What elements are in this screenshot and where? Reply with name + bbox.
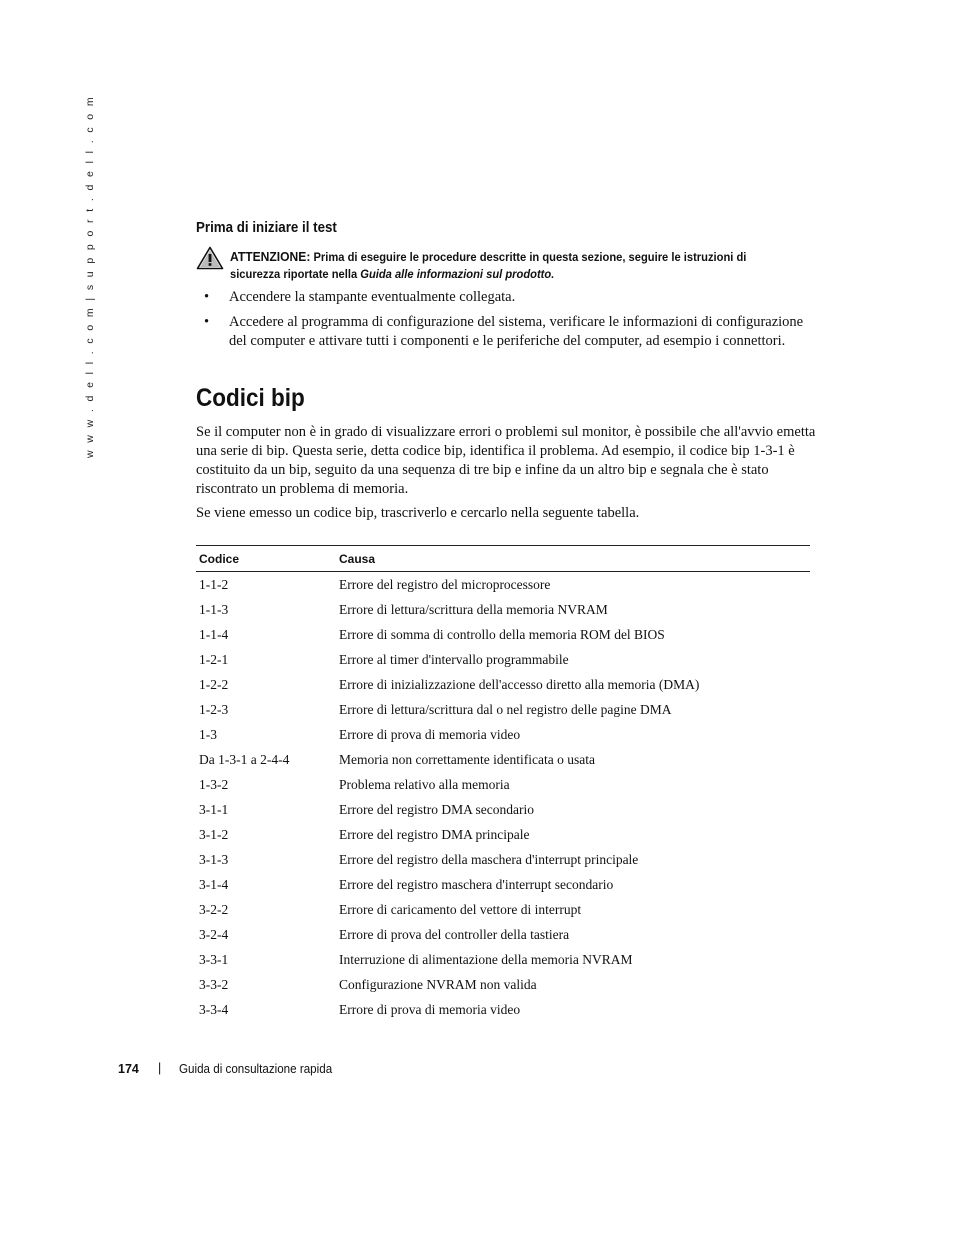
caution-text [230, 248, 760, 283]
table-row [196, 647, 810, 672]
table-row [196, 747, 810, 772]
cause-cell: Configurazione NVRAM non valida [339, 976, 537, 992]
code-cell: 3-3-2 [199, 976, 229, 992]
cause-cell: Errore di somma di controllo della memoria ROM del BIOS [339, 626, 665, 642]
code-cell: 3-2-4 [199, 926, 229, 942]
list-item: • Accendere la stampante eventualmente collegata. [196, 288, 816, 307]
page-title: Codici bip [196, 384, 305, 412]
table-header-row [196, 546, 810, 572]
cause-cell: Memoria non correttamente identificata o usata [339, 751, 596, 767]
code-cell: 3-1-4 [199, 876, 229, 892]
table-row [196, 672, 810, 697]
table-row [196, 597, 810, 622]
cause-cell: Errore del registro del microprocessore [339, 576, 551, 592]
table-row [196, 997, 810, 1022]
code-cell: 3-1-3 [199, 851, 229, 867]
caution-label: ATTENZIONE: [230, 249, 311, 264]
warning-triangle-icon [196, 246, 224, 270]
cause-cell: Errore del registro della maschera d'interrupt principale [339, 851, 639, 867]
cause-cell: Errore di prova di memoria video [339, 726, 521, 742]
table-row [196, 922, 810, 947]
section-heading: Prima di iniziare il test [196, 220, 337, 236]
page-number: 174 [118, 1062, 139, 1076]
table-row [196, 697, 810, 722]
cause-cell: Problema relativo alla memoria [339, 776, 510, 792]
code-cell: 1-1-4 [199, 626, 229, 642]
caution-guide-reference: Guida alle informazioni sul prodotto. [360, 267, 555, 281]
list-item: • Accedere al programma di configurazione del sistema, verificare le informazioni di configurazione del computer e attivare tutti i componenti e le periferiche del computer, ad esempio i connettori. [196, 313, 816, 351]
cause-cell: Errore di inizializzazione dell'accesso diretto alla memoria (DMA) [339, 676, 700, 692]
cause-cell: Errore al timer d'intervallo programmabile [339, 651, 569, 667]
document-title: Guida di consultazione rapida [179, 1062, 333, 1076]
cause-cell: Errore di lettura/scrittura dal o nel registro delle pagine DMA [339, 701, 672, 717]
table-row [196, 972, 810, 997]
cause-cell: Errore del registro DMA secondario [339, 801, 534, 817]
code-cell: 3-3-1 [199, 951, 229, 967]
table-row [196, 897, 810, 922]
table-row [196, 622, 810, 647]
code-cell: 3-3-4 [199, 1001, 229, 1017]
code-cell: 1-2-3 [199, 701, 229, 717]
table-row [196, 822, 810, 847]
column-header-cause: Causa [336, 546, 810, 572]
code-cell: 1-2-2 [199, 676, 229, 692]
cause-cell: Errore di caricamento del vettore di interrupt [339, 901, 582, 917]
beep-codes-table [196, 545, 810, 1022]
bullet-list [196, 288, 816, 357]
table-row [196, 572, 810, 598]
code-cell: 1-1-2 [199, 576, 229, 592]
intro-paragraph: Se il computer non è in grado di visualizzare errori o problemi sul monitor, è possibile che all'avvio emetta una serie di bip. Questa serie, detta codice bip, identifica il problema. Ad esempio, il codice bip 1-3-1 è costituito da un bip, seguito da una sequenza di tre bip e infine da un altro bip e segnala che è stato riscontrato un problema di memoria. [196, 424, 816, 497]
code-cell: Da 1-3-1 a 2-4-4 [199, 751, 290, 767]
side-url-text: w w w . d e l l . c o m | s u p p o r t . d e l l . c o m [84, 94, 96, 458]
table-row [196, 772, 810, 797]
footer-separator: | [158, 1061, 162, 1075]
instruction-paragraph: Se viene emesso un codice bip, trascriverlo e cercarlo nella seguente tabella. [196, 505, 640, 521]
code-cell: 1-3-2 [199, 776, 229, 792]
code-cell: 3-1-1 [199, 801, 229, 817]
column-header-code: Codice [196, 546, 336, 572]
code-cell: 3-1-2 [199, 826, 229, 842]
table-row [196, 797, 810, 822]
table-row [196, 722, 810, 747]
cause-cell: Errore del registro DMA principale [339, 826, 530, 842]
cause-cell: Interruzione di alimentazione della memoria NVRAM [339, 951, 633, 967]
cause-cell: Errore di lettura/scrittura della memoria NVRAM [339, 601, 608, 617]
table-row [196, 872, 810, 897]
cause-cell: Errore di prova di memoria video [339, 1001, 521, 1017]
code-cell: 3-2-2 [199, 901, 229, 917]
caution-body: Prima di eseguire le procedure descritte in questa sezione, seguire le istruzioni di sicurezza riportate nella [230, 250, 747, 281]
table-row [196, 947, 810, 972]
code-cell: 1-2-1 [199, 651, 229, 667]
code-cell: 1-3 [199, 726, 217, 742]
cause-cell: Errore di prova del controller della tastiera [339, 926, 570, 942]
table-row [196, 847, 810, 872]
code-cell: 1-1-3 [199, 601, 229, 617]
cause-cell: Errore del registro maschera d'interrupt secondario [339, 876, 614, 892]
